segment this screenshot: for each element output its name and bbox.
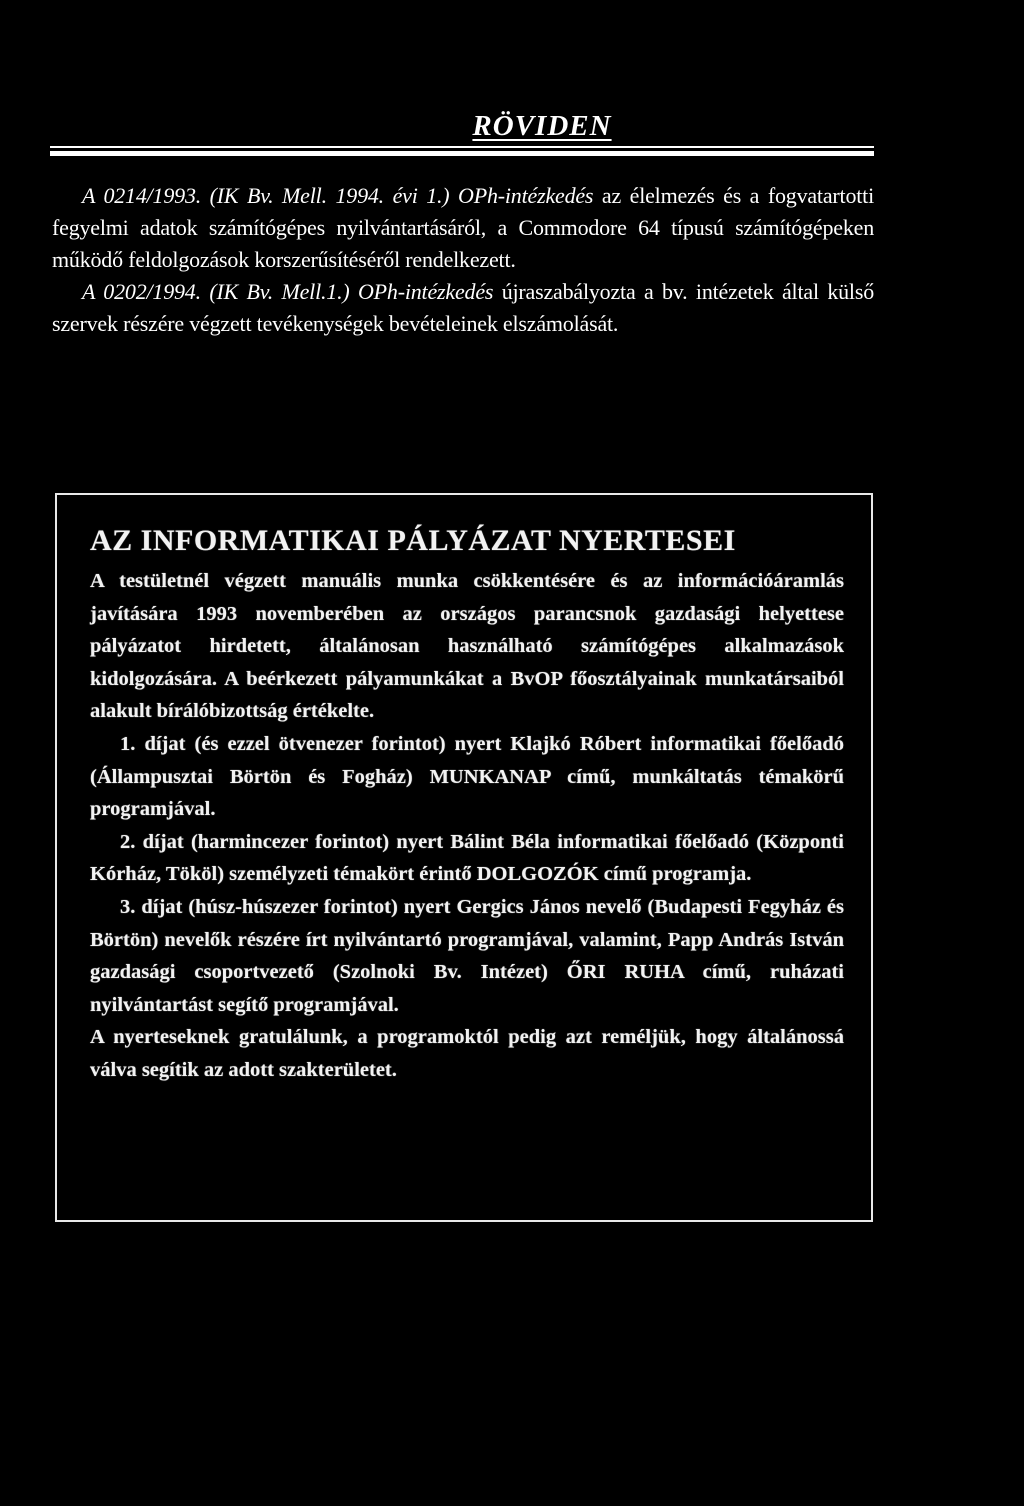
heading-rule-thick	[50, 151, 874, 156]
winners-paragraph-third-prize: 3. díjat (húsz-húszezer forintot) nyert Gergics János nevelő (Budapesti Fegyház és Börtön) nevelők részére írt nyilvántartó programjával, valamint, Papp András István gazdasági csoportvezető (Szolnoki Bv. Intézet) ŐRI RUHA című, ruházati nyilvántartást segítő programjával.	[90, 895, 844, 1016]
intro-paragraph-2	[52, 276, 874, 340]
section-heading	[0, 110, 1024, 143]
intro-text	[52, 180, 874, 340]
winners-paragraph-closing: A nyerteseknek gratulálunk, a programoktól pedig azt reméljük, hogy általánossá válva segítik az adott szakterületet.	[90, 1026, 844, 1081]
intro-paragraph-1	[52, 180, 874, 276]
intro-paragraph-2-text: újraszabályozta a bv. intézetek által külső szervek részére végzett tevékenységek bevételeinek elszámolását.	[52, 279, 874, 336]
winners-paragraph-second-prize: 2. díjat (harmincezer forintot) nyert Bálint Béla informatikai főelőadó (Központi Kórház, Tököl) személyzeti témakört érintő DOLGOZÓK című programja.	[90, 830, 844, 886]
winners-box-title: AZ INFORMATIKAI PÁLYÁZAT NYERTESEI	[90, 524, 736, 557]
winners-paragraph-first-prize: 1. díjat (és ezzel ötvenezer forintot) nyert Klajkó Róbert informatikai főelőadó (Állampusztai Börtön és Fogház) MUNKANAP című, munkáltatás témakörű programjával.	[90, 732, 844, 821]
winners-box	[55, 493, 873, 1222]
winners-paragraph-intro: A testületnél végzett manuális munka csökkentésére és az információáramlás javítására 1993 novemberében az országos parancsnok gazdasági helyettese pályázatot hirdetett, általánosan használható számítógépes alkalmazások kidolgozására. A beérkezett pályamunkákat a BvOP főosztályainak munkatársaiból alakult bírálóbizottság értékelte.	[90, 570, 844, 723]
intro-paragraph-1-reference: A 0214/1993. (IK Bv. Mell. 1994. évi 1.) OPh-intézkedés	[82, 183, 594, 208]
winners-box-content	[90, 523, 844, 1087]
intro-paragraph-1-text: az élelmezés és a fogvatartotti fegyelmi adatok számítógépes nyilvántartásáról, a Commodore 64 típusú számítógépeken működő feldolgozások korszerűsítéséről rendelkezett.	[52, 183, 874, 272]
winners-box-body	[90, 565, 844, 1087]
intro-paragraph-2-reference: A 0202/1994. (IK Bv. Mell.1.) OPh-intézkedés	[82, 279, 494, 304]
section-heading-text: RÖVIDEN	[472, 110, 612, 142]
heading-rule-thin	[50, 146, 874, 148]
